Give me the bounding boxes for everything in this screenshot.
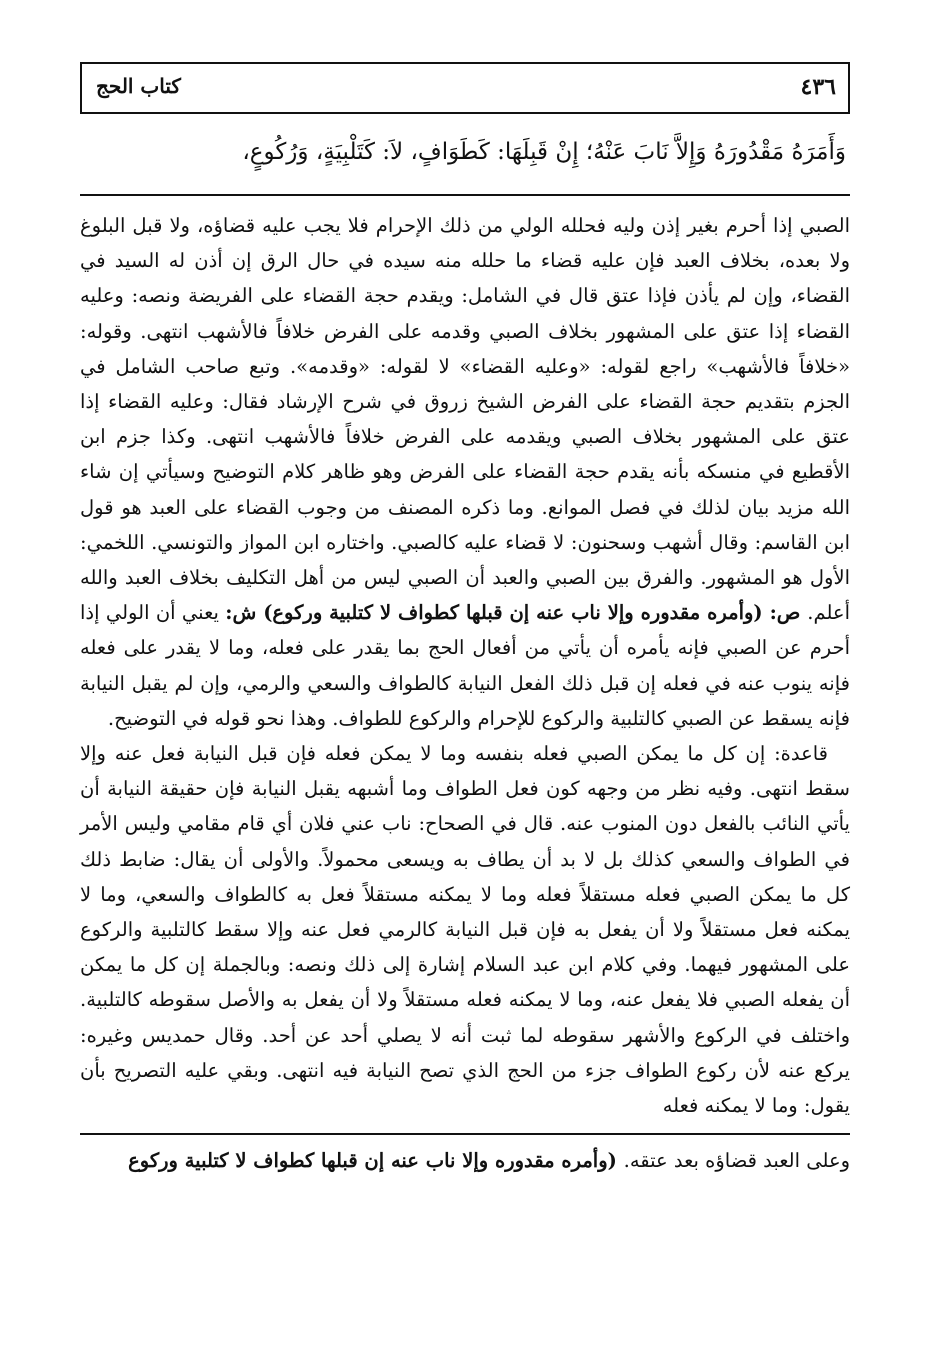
matn-separator [80,194,850,196]
footnote [80,1145,850,1177]
commentary-paragraph-1 [80,208,850,736]
commentary-quoted-matn: ص: (وأمره مقدوره وإلا ناب عنه إن قبلها كطواف لا كتلبية وركوع) ش: [225,601,808,625]
page-header [80,62,850,114]
footnote-quoted-matn: (وأمره مقدوره وإلا ناب عنه إن قبلها كطواف لا كتلبية وركوع [128,1149,624,1173]
page-number: ٤٣٦ [800,74,836,100]
chapter-title: كتاب الحج [96,74,181,98]
commentary-text: يعني أن الولي إذا أحرم عن الصبي فإنه يأمره أن يأتي من أفعال الحج بما يقدر على فعله، وما لا يقدر على فعله فإنه ينوب عنه في فعله إن قبل ذلك الفعل النيابة كالطواف والسعي والرمي، وإن لم يقبل النيابة فإنه يسقط عن الصبي كالتلبية والركوع للإحرام والركوع للطواف. وهذا نحو قوله في التوضيح. [80,601,850,730]
commentary-body [80,208,850,1123]
matn-text: وَأَمَرَهُ مَقْدُورَهُ وَإِلاَّ نَابَ عَنْهُ؛ إِنْ قَبِلَهَا: كَطَوَافٍ، لاَ: كَتَلْبِيَةٍ، وَرُكُوعٍ، [242,139,846,165]
book-page [80,62,850,1177]
footnote-separator [80,1133,850,1135]
footnote-text: وعلى العبد قضاؤه بعد عتقه. [623,1149,850,1173]
commentary-paragraph-2: قاعدة: إن كل ما يمكن الصبي فعله بنفسه وما لا يمكن فعله فإن قبل النيابة فعل عنه وإلا سقط انتهى. وفيه نظر من وجهه كون فعل الطواف وما أشبهه يقبل النيابة فإن حقيقة النيابة أن يأتي النائب بالفعل دون المنوب عنه. قال في الصحاح: ناب عني فلان أي قام مقامي وليس الأمر في الطواف والسعي كذلك بل لا بد أن يطاف به ويسعى محمولاً. والأولى أن يقال: ضابط ذلك كل ما يمكن الصبي فعله مستقلاً فعله وما لا يمكنه مستقلاً فعل به كالطواف والسعي، وما لا يمكنه فعل مستقلاً ولا أن يفعل به فإن قبل النيابة كالرمي فعل عنه وإلا سقط كالتلبية والركوع على المشهور فيهما. وفي كلام ابن عبد السلام إشارة إلى ذلك ونصه: وبالجملة إن كل ما يمكن أن يفعله الصبي فلا يفعل عنه، وما لا يمكنه فعله مستقلاً ولا أن يفعل به والأصل سقوطه كالتلبية. واختلف في الركوع والأشهر سقوطه لما ثبت أنه لا يصلي أحد عن أحد. وقال حمديس وغيره: يركع عنه لأن ركوع الطواف جزء من الحج الذي تصح النيابة فيه انتهى. وبقي عليه التصريح بأن يقول: وما لا يمكنه فعله [80,742,851,1118]
commentary-text: الصبي إذا أحرم بغير إذن وليه فحلله الولي من ذلك الإحرام فلا يجب عليه قضاؤه، ولا قبل البلوغ ولا بعده، بخلاف العبد فإن عليه قضاء ما حلله منه سيده في حال الرق إن أذن له السيد في القضاء، وإن لم يأذن فإذا عتق قال في الشامل: ويقدم حجة القضاء على الفريضة ونصه: وعليه القضاء إذا عتق على المشهور بخلاف الصبي وقدمه على الفرض خلافاً فالأشهب انتهى. وقوله: «خلافاً فالأشهب» راجع لقوله: «وعليه القضاء» لا لقوله: «وقدمه». وتبع صاحب الشامل في الجزم بتقديم حجة القضاء على الفرض الشيخ زروق في شرح الإرشاد فقال: وعليه القضاء إذا عتق على المشهور بخلاف الصبي ويقدمه على الفرض خلافاً فالأشهب انتهى. وكذا جزم ابن الأقطيع في منسكه بأنه يقدم حجة القضاء على الفرض وهو ظاهر كلام التوضيح وسيأتي إن شاء الله مزيد بيان لذلك في فصل الموانع. وما ذكره المصنف من وجوب القضاء على العبد هو قول ابن القاسم: وقال أشهب وسحنون: لا قضاء عليه كالصبي. واختاره ابن المواز والتونسي. اللخمي: الأول هو المشهور. والفرق بين الصبي والعبد أن الصبي ليس من أهل التكليف بخلاف العبد والله أعلم. [80,214,851,625]
